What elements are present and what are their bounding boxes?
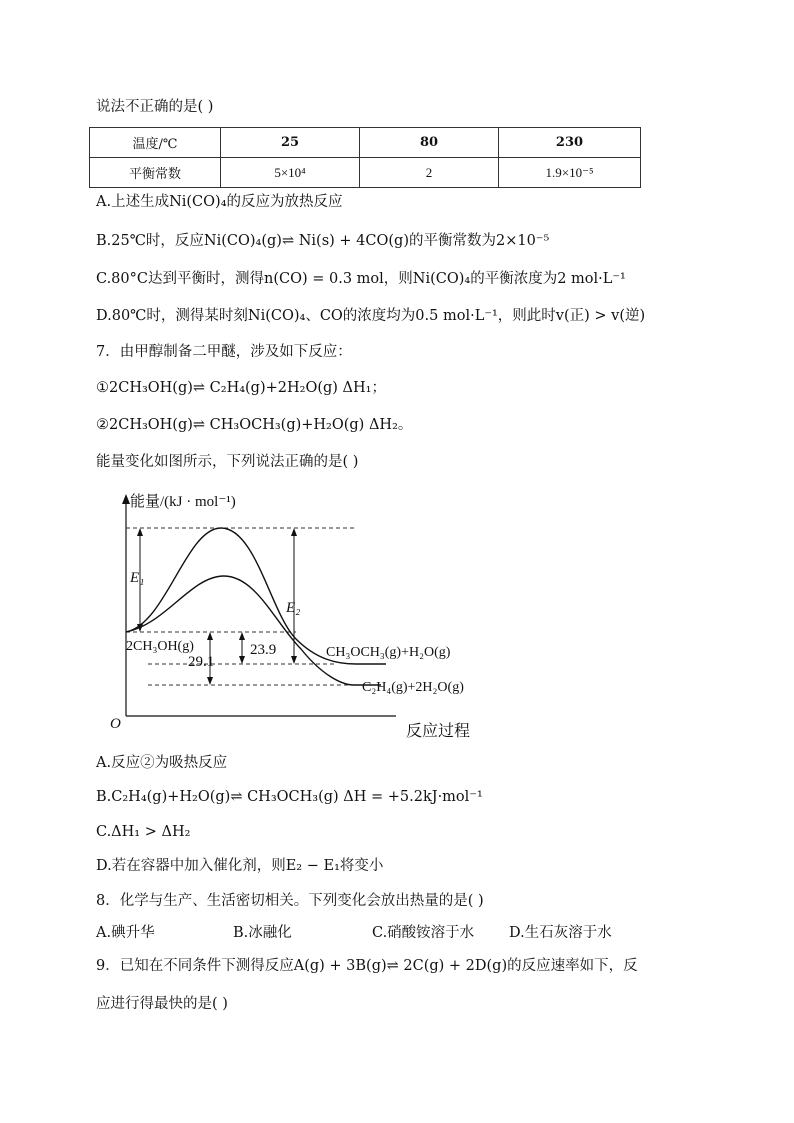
- q8-option-b: B.冰融化: [233, 925, 292, 941]
- table-cell: 230: [499, 128, 641, 158]
- table-cell: 80: [360, 128, 499, 158]
- drop-23-9-label: 23.9: [250, 642, 277, 658]
- x-axis-label: 反应过程: [406, 723, 471, 740]
- y-axis-arrow: [122, 494, 130, 504]
- ch3och3-label: CH₃OCH₃(g)+H₂O(g): [326, 645, 451, 660]
- e2-label: E₂: [286, 600, 301, 616]
- q8-option-a: A.碘升华: [96, 925, 155, 941]
- c2h4-label: C₂H₄(g)+2H₂O(g): [362, 680, 464, 695]
- table-cell: 25: [221, 128, 360, 158]
- table-cell: 2: [360, 158, 499, 188]
- energy-diagram: [96, 484, 496, 744]
- lower-curve: [126, 576, 381, 685]
- q9-stem-line1: 9．已知在不同条件下测得反应A(g) + 3B(g)⇌ 2C(g) + 2D(g)的反应速率如下，反: [96, 958, 638, 974]
- drop-23-9-arrowhead-bottom: [239, 656, 245, 664]
- e2-arrowhead-bottom: [291, 656, 297, 664]
- q6-option-c: C.80°C达到平衡时，测得n(CO) = 0.3 mol，则Ni(CO)₄的平衡浓度为2 mol·L⁻¹: [96, 271, 626, 287]
- equilibrium-constant-table: [89, 127, 641, 188]
- q7-option-a: A.反应②为吸热反应: [96, 755, 228, 771]
- q8-option-d: D.生石灰溶于水: [509, 925, 612, 941]
- drop-29-1-arrowhead-bottom: [207, 677, 213, 685]
- e2-arrowhead-top: [291, 528, 297, 536]
- q9-stem-line2: 应进行得最快的是( ): [96, 996, 228, 1012]
- q7-reaction-1: ①2CH₃OH(g)⇌ C₂H₄(g)+2H₂O(g) ΔH₁；: [96, 380, 386, 396]
- q6-option-d: D.80℃时，测得某时刻Ni(CO)₄、CO的浓度均为0.5 mol·L⁻¹，则此时v(正) > v(逆): [96, 308, 646, 324]
- q8-option-c: C.硝酸铵溶于水: [372, 925, 475, 941]
- drop-23-9-arrowhead-top: [239, 632, 245, 640]
- table-row: [90, 128, 641, 158]
- q7-option-c: C.ΔH₁ > ΔH₂: [96, 824, 191, 840]
- q7-option-d: D.若在容器中加入催化剂，则E₂ − E₁将变小: [96, 858, 384, 874]
- q7-stem: 7．由甲醇制备二甲醚，涉及如下反应：: [96, 344, 352, 360]
- drop-29-1-arrowhead-top: [207, 632, 213, 640]
- q7-option-b: B.C₂H₄(g)+H₂O(g)⇌ CH₃OCH₃(g) ΔH = +5.2kJ·mol⁻¹: [96, 789, 483, 805]
- drop-29-1-label: 29.1: [188, 654, 215, 670]
- question-intro: 说法不正确的是( ): [96, 99, 214, 115]
- y-axis-label: 能量/(kJ · mol⁻¹): [130, 494, 236, 510]
- q6-option-b: B.25℃时，反应Ni(CO)₄(g)⇌ Ni(s) + 4CO(g)的平衡常数为2×10⁻⁵: [96, 233, 550, 249]
- table-row: [90, 158, 641, 188]
- table-cell: 1.9×10⁻⁵: [499, 158, 641, 188]
- q7-reaction-2: ②2CH₃OH(g)⇌ CH₃OCH₃(g)+H₂O(g) ΔH₂。: [96, 417, 413, 433]
- e1-arrowhead-top: [137, 528, 143, 536]
- origin-label: O: [110, 716, 121, 732]
- q8-stem: 8．化学与生产、生活密切相关。下列变化会放出热量的是( ): [96, 893, 484, 909]
- table-cell: 平衡常数: [90, 158, 221, 188]
- q7-prompt: 能量变化如图所示，下列说法正确的是( ): [96, 454, 359, 470]
- table-cell: 温度/℃: [90, 128, 221, 158]
- reactant-label: 2CH₃OH(g): [126, 639, 194, 654]
- e1-label: E₁: [130, 570, 145, 586]
- q6-option-a: A.上述生成Ni(CO)₄的反应为放热反应: [96, 194, 343, 210]
- table-cell: 5×10⁴: [221, 158, 360, 188]
